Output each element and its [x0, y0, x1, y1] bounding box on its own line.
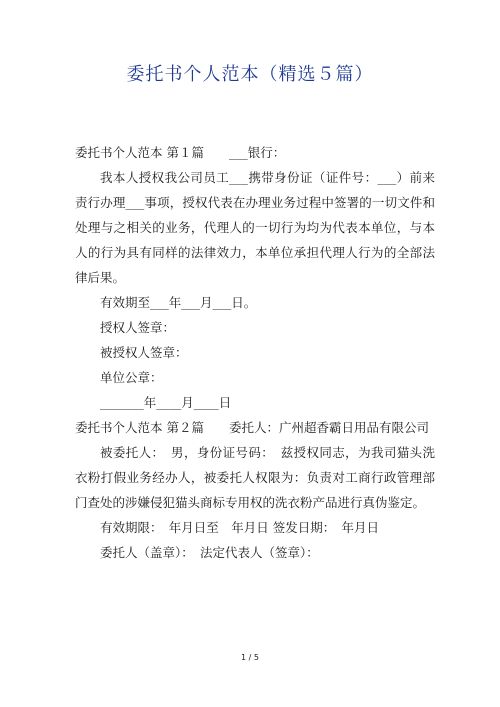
authorized-signature-line: 被授权人签章：	[100, 345, 188, 360]
company-seal-line: 单位公章：	[100, 370, 163, 385]
principal-seal-line: 委托人（盖章）： 法定代表人（签章）：	[100, 545, 319, 560]
section-heading-2: 委托书个人范本 第２篇 委托人：广州超香霸日用品有限公司	[75, 420, 429, 435]
entrusted-paragraph: 被委托人： 男，身份证号码： 兹授权同志，为我司猫头洗衣粉打假业务经办人，被委托人权限为：负责对工商行政管理部门查处的涉嫌侵犯猫头商标专用权的洗衣粉产品进行真伪鉴定。	[75, 445, 435, 510]
section-heading-1: 委托书个人范本 第１篇 ___银行：	[75, 145, 286, 160]
validity-period-line: 有效期限： 年月日至 年月日 签发日期： 年月日	[100, 520, 379, 535]
document-body	[75, 140, 435, 565]
date-line: _______年____月____日	[100, 395, 232, 410]
authorization-paragraph: 我本人授权我公司员工___携带身份证（证件号：___）前来责行办理___事项，授权代表在办理业务过程中签署的一切文件和处理与之相关的业务，代理人的一切行为均为代表本单位，与本人的行为具有同样的法律效力，本单位承担代理人行为的全部法律后果。	[75, 170, 435, 285]
page-number: 1 / 5	[241, 653, 259, 662]
authorizer-signature-line: 授权人签章：	[100, 320, 176, 335]
validity-line: 有效期至___年___月___日。	[100, 295, 257, 310]
document-title: 委托书个人范本（精选５篇）	[126, 64, 374, 85]
